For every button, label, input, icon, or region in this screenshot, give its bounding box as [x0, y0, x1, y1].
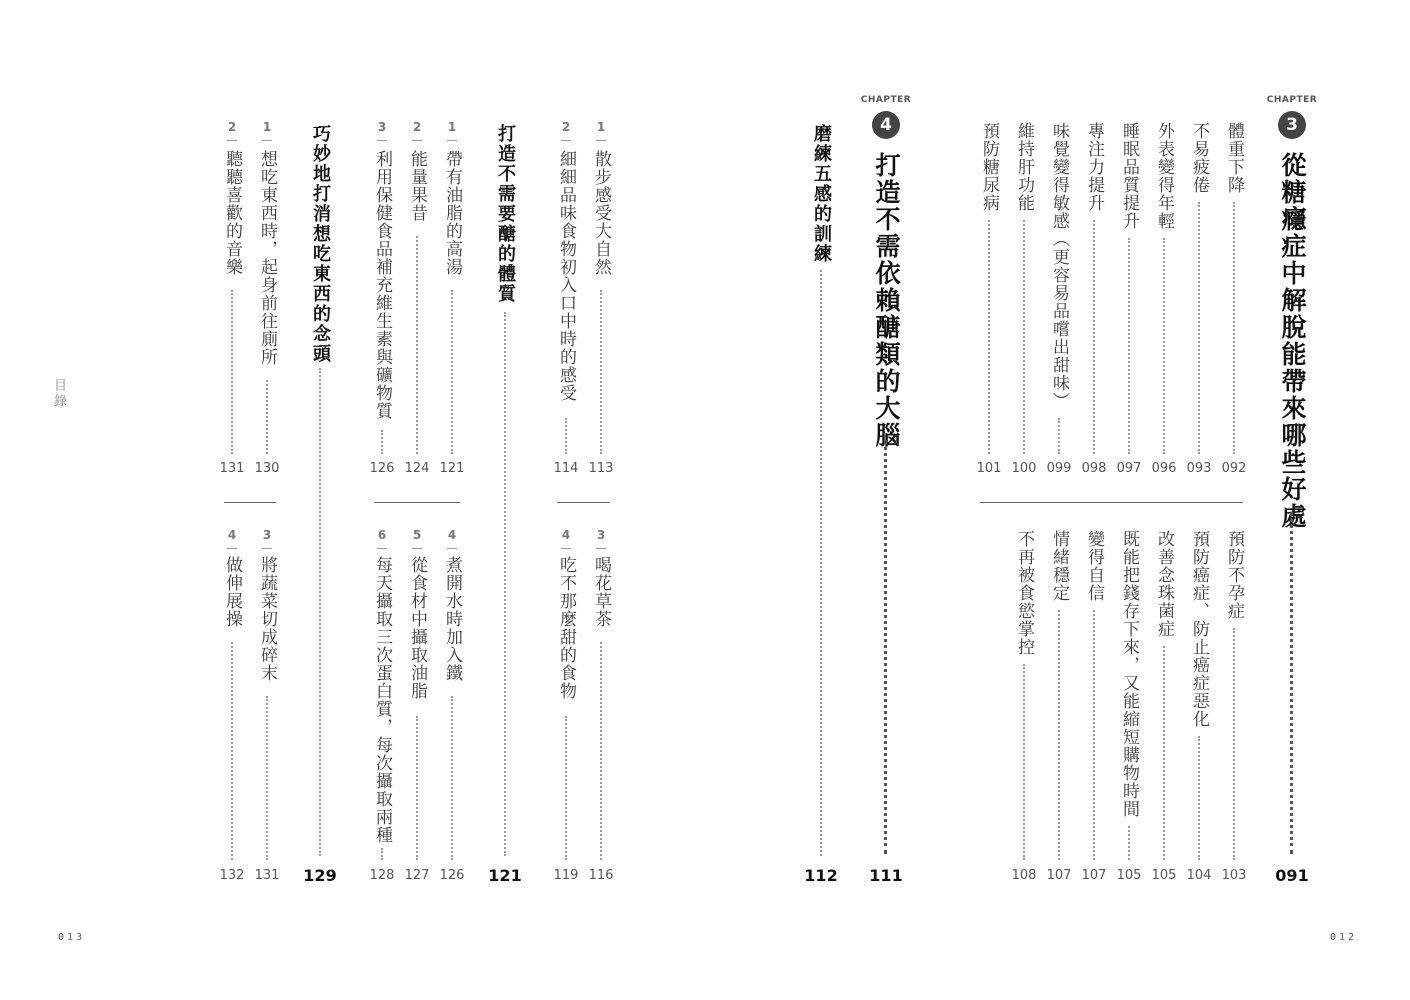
s2-item5-leader — [416, 716, 418, 860]
ch3-entry-2[interactable]: 不易疲倦 — [1189, 122, 1209, 194]
s1-item3-num: 3 — [596, 528, 606, 542]
chapter3-number-badge: 3 — [1278, 111, 1306, 139]
ch3-entry-2-leader — [1198, 202, 1200, 454]
section3-leader — [319, 368, 321, 856]
ch3-entry-11[interactable]: 改善念珠菌症 — [1154, 530, 1174, 638]
s3-item3-page: 131 — [254, 868, 280, 883]
s2-item1-leader — [451, 290, 453, 454]
ch3-entry-10[interactable]: 預防癌症、防止癌症惡化 — [1189, 530, 1209, 728]
ch3-entry-6[interactable]: 味覺變得敏感（更容易品嚐出甜味） — [1049, 122, 1069, 410]
chapter3-leader — [1290, 512, 1293, 854]
ch3-entry-13-leader — [1093, 610, 1095, 860]
s3-item3-num: 3 — [262, 528, 272, 542]
ch3-entry-13[interactable]: 變得自信 — [1084, 530, 1104, 602]
chapter4-page: 111 — [869, 866, 903, 885]
s3-item4-leader — [231, 642, 233, 860]
s3-item4-num: 4 — [227, 528, 237, 542]
s1-item1-num: 1 — [596, 120, 606, 134]
s2-item3-leader — [381, 430, 383, 454]
s3-item1-page: 130 — [254, 461, 280, 476]
ch3-entry-3[interactable]: 外表變得年輕 — [1154, 122, 1174, 230]
section2-title[interactable]: 打造不需要醣的體質 — [495, 124, 516, 304]
chapter3-label: CHAPTER — [1266, 95, 1318, 105]
s3-item4-num-underline — [227, 548, 237, 549]
s2-item5-page: 127 — [404, 868, 430, 883]
ch3-entry-9-page: 103 — [1221, 868, 1247, 883]
ch3-entry-4-page: 097 — [1116, 461, 1142, 476]
chapter4-title[interactable]: 打造不需依賴醣類的大腦 — [872, 152, 901, 449]
s2-item2[interactable]: 能量果昔 — [407, 150, 427, 222]
ch3-entry-8-page: 101 — [976, 461, 1002, 476]
ch3-entry-12[interactable]: 既能把錢存下來，又能縮短購物時間 — [1119, 530, 1139, 818]
s2-divider — [374, 502, 460, 503]
s3-item3-leader — [266, 696, 268, 860]
s1-item4-num-underline — [561, 548, 571, 549]
right-page-folio: 012 — [1330, 932, 1358, 943]
chapter4-label: CHAPTER — [860, 95, 912, 105]
s1-item4-num: 4 — [561, 528, 571, 542]
ch3-entry-15-leader — [1023, 664, 1025, 860]
s2-item5-num: 5 — [412, 528, 422, 542]
ch3-entry-14-page: 107 — [1046, 868, 1072, 883]
s3-item1-num: 1 — [262, 120, 272, 134]
ch3-entry-4[interactable]: 睡眠品質提升 — [1119, 122, 1139, 230]
ch3-entry-6-page: 099 — [1046, 461, 1072, 476]
ch3-entry-12-leader — [1128, 826, 1130, 860]
s2-item1[interactable]: 帶有油脂的高湯 — [442, 150, 462, 276]
ch3-entry-11-leader — [1163, 646, 1165, 860]
ch3-entry-9-leader — [1233, 628, 1235, 860]
ch3-divider — [980, 502, 1243, 503]
s2-item3[interactable]: 利用保健食品補充維生素與礦物質 — [372, 150, 392, 420]
s2-item4-num-underline — [447, 548, 457, 549]
s1-divider — [557, 502, 610, 503]
section2-leader — [504, 312, 506, 856]
s3-item4[interactable]: 做伸展操 — [222, 556, 242, 628]
s1-item1-page: 113 — [588, 461, 614, 476]
s2-item4-num: 4 — [447, 528, 457, 542]
s1-item1[interactable]: 散步感受大自然 — [591, 150, 611, 276]
s2-item2-num: 2 — [412, 120, 422, 134]
ch3-entry-15-page: 108 — [1011, 868, 1037, 883]
chapter3-title[interactable]: 從糖癮症中解脫能帶來哪些好處 — [1278, 152, 1307, 530]
s2-item1-num-underline — [447, 140, 457, 141]
s2-item4[interactable]: 煮開水時加入鐵 — [442, 556, 462, 682]
ch3-entry-3-page: 096 — [1151, 461, 1177, 476]
ch3-entry-8-leader — [988, 220, 990, 454]
s1-item2-num: 2 — [561, 120, 571, 134]
s2-item6-num-underline — [377, 548, 387, 549]
s1-item2-leader — [565, 418, 567, 454]
s2-item5-num-underline — [412, 548, 422, 549]
s3-item3-num-underline — [262, 548, 272, 549]
s3-item2[interactable]: 聽聽喜歡的音樂 — [222, 150, 242, 276]
s3-item1-num-underline — [262, 140, 272, 141]
s2-item3-page: 126 — [369, 461, 395, 476]
ch3-entry-12-page: 105 — [1116, 868, 1142, 883]
ch3-entry-8[interactable]: 預防糖尿病 — [979, 122, 999, 212]
section3-page: 129 — [303, 866, 337, 885]
s1-item4-leader — [565, 716, 567, 860]
ch3-entry-5[interactable]: 專注力提升 — [1084, 122, 1104, 212]
ch3-entry-1[interactable]: 體重下降 — [1224, 122, 1244, 194]
toc-side-title: 目錄 — [51, 378, 66, 410]
s3-item3[interactable]: 將蔬菜切成碎末 — [257, 556, 277, 682]
s2-item4-leader — [451, 696, 453, 860]
s3-item2-num: 2 — [227, 120, 237, 134]
s2-item5[interactable]: 從食材中攝取油脂 — [407, 556, 427, 700]
s2-item2-page: 124 — [404, 461, 430, 476]
section1-page: 112 — [804, 866, 838, 885]
section1-leader — [820, 270, 822, 856]
ch3-entry-14-leader — [1058, 610, 1060, 860]
s1-item3[interactable]: 喝花草茶 — [591, 556, 611, 628]
ch3-entry-9[interactable]: 預防不孕症 — [1224, 530, 1244, 620]
s2-item1-num: 1 — [447, 120, 457, 134]
ch3-entry-1-page: 092 — [1221, 461, 1247, 476]
section1-title[interactable]: 磨練五感的訓練 — [811, 124, 832, 264]
s1-item4-page: 119 — [553, 868, 579, 883]
ch3-entry-7[interactable]: 維持肝功能 — [1014, 122, 1034, 212]
s3-item2-leader — [231, 290, 233, 454]
s2-item6-page: 128 — [369, 868, 395, 883]
chapter4-number-badge: 4 — [872, 111, 900, 139]
s2-item6-num: 6 — [377, 528, 387, 542]
ch3-entry-10-page: 104 — [1186, 868, 1212, 883]
chapter4-leader — [884, 440, 887, 854]
ch3-entry-6-leader — [1058, 418, 1060, 454]
s2-item6[interactable]: 每天攝取三次蛋白質，每次攝取兩種 — [372, 556, 392, 844]
s3-item4-page: 132 — [219, 868, 245, 883]
s3-item2-page: 131 — [219, 461, 245, 476]
ch3-entry-1-leader — [1233, 202, 1235, 454]
s3-divider — [224, 502, 276, 503]
chapter3-page: 091 — [1275, 866, 1309, 885]
s2-item3-num: 3 — [377, 120, 387, 134]
s2-item1-page: 121 — [439, 461, 465, 476]
ch3-entry-5-leader — [1093, 220, 1095, 454]
s1-item3-num-underline — [596, 548, 606, 549]
s1-item2-num-underline — [561, 140, 571, 141]
s2-item6-leader — [381, 848, 383, 860]
s1-item2[interactable]: 細細品味食物初入口中時的感受 — [556, 150, 576, 402]
s3-item1-leader — [266, 380, 268, 454]
s1-item3-leader — [600, 642, 602, 860]
ch3-entry-15[interactable]: 不再被食慾掌控 — [1014, 530, 1034, 656]
ch3-entry-14[interactable]: 情緒穩定 — [1049, 530, 1069, 602]
section3-title[interactable]: 巧妙地打消想吃東西的念頭 — [310, 124, 331, 364]
ch3-entry-7-page: 100 — [1011, 461, 1037, 476]
ch3-entry-11-page: 105 — [1151, 868, 1177, 883]
s2-item2-leader — [416, 236, 418, 454]
s3-item1[interactable]: 想吃東西時，起身前往廁所 — [257, 150, 277, 366]
s1-item4[interactable]: 吃不那麼甜的食物 — [556, 556, 576, 700]
s2-item2-num-underline — [412, 140, 422, 141]
s2-item4-page: 126 — [439, 868, 465, 883]
left-page-folio: 013 — [58, 932, 86, 943]
ch3-entry-3-leader — [1163, 238, 1165, 454]
s3-item2-num-underline — [227, 140, 237, 141]
ch3-entry-4-leader — [1128, 238, 1130, 454]
ch3-entry-2-page: 093 — [1186, 461, 1212, 476]
s2-item3-num-underline — [377, 140, 387, 141]
ch3-entry-7-leader — [1023, 220, 1025, 454]
ch3-entry-13-page: 107 — [1081, 868, 1107, 883]
s1-item1-leader — [600, 290, 602, 454]
ch3-entry-10-leader — [1198, 736, 1200, 860]
s1-item3-page: 116 — [588, 868, 614, 883]
s1-item2-page: 114 — [553, 461, 579, 476]
ch3-entry-5-page: 098 — [1081, 461, 1107, 476]
s1-item1-num-underline — [596, 140, 606, 141]
section2-page: 121 — [488, 866, 522, 885]
